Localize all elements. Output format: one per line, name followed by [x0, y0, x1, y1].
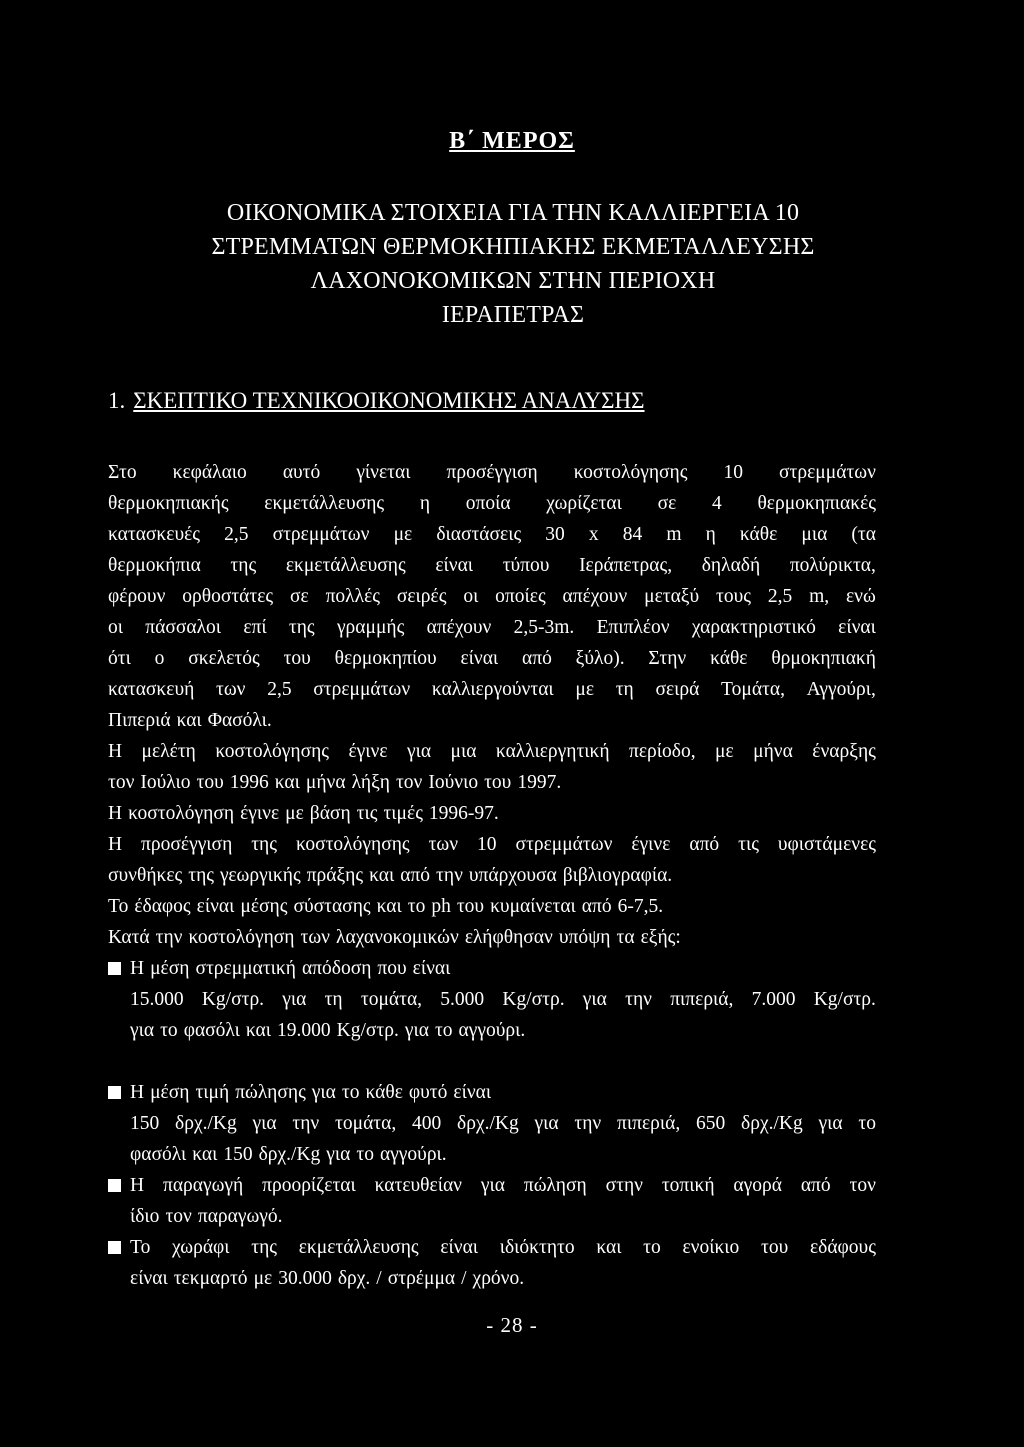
word: τοπική: [661, 1175, 715, 1196]
word: και: [245, 1020, 272, 1041]
word: για: [404, 1020, 429, 1041]
word: δρχ./Kg: [741, 1113, 803, 1134]
word: κεφάλαιο: [172, 462, 247, 483]
word: υπάρχουσα: [468, 865, 557, 886]
word: πώλησης: [235, 1082, 306, 1103]
text-line: [108, 457, 876, 488]
word: κυμαίνεται: [490, 896, 576, 917]
word: της: [188, 865, 215, 886]
word: καλλιεργητική: [495, 741, 610, 762]
word: της: [230, 555, 257, 576]
word: τον: [849, 1175, 876, 1196]
word: διαστάσεις: [436, 524, 522, 545]
word: 5.000: [440, 989, 485, 1010]
word: στρεμμάτων: [272, 524, 370, 545]
word: το: [341, 1082, 360, 1103]
main-title-line: ΛΑΧΟΝΟΚΟΜΙΚΩΝ ΣΤΗΝ ΠΕΡΙΟΧΗ: [310, 268, 716, 294]
word: τη: [324, 989, 343, 1010]
word: ίδιο: [130, 1206, 160, 1227]
word: ιδιόκτητο: [499, 1237, 575, 1258]
word: Η: [108, 834, 123, 855]
word: κοστολόγησης: [215, 741, 330, 762]
word: και: [376, 896, 402, 917]
word: πράξης: [306, 865, 364, 886]
word: εξής:: [640, 927, 681, 948]
word: (τα: [851, 524, 876, 545]
word: την: [436, 865, 463, 886]
word: με: [575, 679, 595, 700]
word: έγινε: [240, 803, 280, 824]
word: και: [192, 1144, 218, 1165]
word: μήνα: [753, 741, 793, 762]
word: x: [588, 524, 599, 545]
text-line: [130, 1263, 876, 1294]
square-bullet-icon: [108, 1241, 121, 1254]
word: οι: [108, 617, 123, 638]
word: το: [356, 1144, 374, 1165]
word: τους: [716, 586, 751, 607]
word: στρεμμάτων: [779, 462, 876, 483]
word: αγγούρι.: [458, 1020, 526, 1041]
price-basis-paragraph: [108, 798, 876, 829]
word: Το: [130, 1237, 151, 1258]
word: απέχουν: [562, 586, 628, 607]
word: κατασκευή: [108, 679, 195, 700]
word: αγγούρι.: [379, 1144, 447, 1165]
word: φυτό: [408, 1082, 448, 1103]
word: κοστολόγηση: [128, 803, 235, 824]
text-line: [130, 1201, 876, 1232]
word: επί: [243, 617, 267, 638]
word: οποίες: [495, 586, 546, 607]
word: για: [311, 1082, 336, 1103]
word: για: [582, 989, 607, 1010]
word: 30: [545, 524, 565, 545]
text-line: [108, 612, 876, 643]
word: μέση: [150, 958, 190, 979]
word: τύπου: [502, 555, 550, 576]
word: 7.000: [751, 989, 796, 1010]
word: τιμή: [195, 1082, 230, 1103]
word: για: [818, 1113, 843, 1134]
word: πιπεριά,: [617, 1113, 681, 1134]
word: πολλές: [325, 586, 380, 607]
word: ο: [154, 648, 165, 669]
word: βάση: [309, 803, 351, 824]
word: από: [689, 834, 720, 855]
word: και: [274, 772, 300, 793]
text-line: [108, 767, 876, 798]
word: κοστολόγησης: [295, 834, 410, 855]
word: εδάφους: [809, 1237, 876, 1258]
word: την: [574, 1113, 602, 1134]
word: αγορά: [733, 1175, 782, 1196]
word: και: [369, 865, 395, 886]
word: Η: [130, 1082, 145, 1103]
word: Στο: [108, 462, 137, 483]
word: του: [761, 1237, 789, 1258]
word: Η: [130, 958, 145, 979]
word: δρχ.: [337, 1268, 371, 1289]
word: 150: [130, 1113, 160, 1134]
word: είναι: [196, 896, 235, 917]
word: /: [376, 1268, 382, 1289]
word: κάθε: [365, 1082, 403, 1103]
word: Kg/στρ.: [201, 989, 265, 1010]
word: του: [196, 772, 224, 793]
word: πάσσαλοι: [145, 617, 222, 638]
word: με: [715, 741, 734, 762]
word: Κατά: [108, 927, 150, 948]
word: της: [251, 1237, 278, 1258]
word: μέσης: [240, 896, 288, 917]
word: παραγωγή: [162, 1175, 244, 1196]
word: υφιστάμενες: [777, 834, 876, 855]
word: σε: [657, 493, 677, 514]
word: και: [176, 710, 202, 731]
word: στρέμμα: [387, 1268, 456, 1289]
main-title-line: ΙΕΡΑΠΕΤΡΑΣ: [441, 302, 585, 328]
word: για: [282, 989, 307, 1010]
intro-paragraph: [108, 457, 876, 736]
word: από: [800, 1175, 831, 1196]
word: 1996: [229, 772, 269, 793]
word: ξύλο).: [575, 648, 625, 669]
word: σε: [290, 586, 309, 607]
word: Ιούνιο: [428, 772, 479, 793]
word: 84: [622, 524, 643, 545]
word: Φασόλι.: [207, 710, 272, 731]
assumptions-intro: [108, 922, 876, 953]
section-number: 1.: [108, 388, 126, 413]
word: μελέτη: [141, 741, 196, 762]
word: δρχ./Kg: [457, 1113, 519, 1134]
word: τιμές: [383, 803, 423, 824]
word: για: [407, 741, 432, 762]
word: τα: [616, 927, 635, 948]
word: την: [292, 1113, 320, 1134]
word: το: [858, 1113, 876, 1134]
word: 650: [696, 1113, 726, 1134]
part-title: Β΄ ΜΕΡΟΣ: [449, 128, 575, 154]
word: από: [400, 865, 431, 886]
word: σύστασης: [293, 896, 371, 917]
word: κατευθείαν: [374, 1175, 462, 1196]
main-title: [100, 196, 926, 332]
word: χαρακτηριστικό: [691, 617, 816, 638]
word: 10: [477, 834, 497, 855]
word: τον: [108, 772, 135, 793]
text-line: [108, 581, 876, 612]
word: γραμμής: [336, 617, 405, 638]
word: συνθήκες: [108, 865, 183, 886]
word: πιπεριά,: [670, 989, 734, 1010]
word: Η: [130, 1175, 145, 1196]
word: δρχ./Kg: [258, 1144, 321, 1165]
word: τομάτα,: [335, 1113, 397, 1134]
word: από: [522, 648, 552, 669]
word: απόδοση: [301, 958, 372, 979]
text-line: [130, 984, 876, 1015]
word: αυτό: [282, 462, 321, 483]
word: σειρά: [655, 679, 700, 700]
word: τομάτα,: [360, 989, 423, 1010]
word: την: [625, 989, 652, 1010]
word: Kg/στρ.: [336, 1020, 399, 1041]
text-line: [130, 1139, 876, 1170]
word: m: [666, 524, 682, 545]
word: χωράφι: [172, 1237, 230, 1258]
word: του: [456, 896, 485, 917]
word: Η: [108, 803, 123, 824]
word: κάθε: [739, 524, 778, 545]
word: ότι: [108, 648, 131, 669]
word: πώληση: [523, 1175, 587, 1196]
word: των: [428, 834, 459, 855]
word: μεταξύ: [644, 586, 700, 607]
word: περίοδο,: [629, 741, 696, 762]
text-line: [130, 1170, 876, 1201]
word: μια: [450, 741, 477, 762]
word: είναι: [460, 648, 499, 669]
text-line: [130, 1232, 876, 1263]
study-period-paragraph: [108, 736, 876, 798]
word: 30.000: [278, 1268, 332, 1289]
word: θερμοκηπίου: [334, 648, 437, 669]
word: 2,5-3m.: [513, 617, 575, 638]
word: με: [285, 803, 304, 824]
text-line: [108, 674, 876, 705]
word: τις: [356, 803, 378, 824]
word: τον: [395, 772, 423, 793]
word: την: [155, 927, 183, 948]
word: Ιούλιο: [140, 772, 191, 793]
word: δηλαδή: [701, 555, 761, 576]
word: ενώ: [845, 586, 876, 607]
word: 400: [412, 1113, 442, 1134]
word: προορίζεται: [262, 1175, 356, 1196]
text-line: [130, 1015, 876, 1046]
text-line: [108, 705, 876, 736]
word: στρεμμάτων: [515, 834, 613, 855]
main-title-line: ΣΤΡΕΜΜΑΤΩΝ ΘΕΡΜΟΚΗΠΙΑΚΗΣ ΕΚΜΕΤΑΛΛΕΥΣΗΣ: [211, 234, 815, 260]
word: και: [596, 1237, 622, 1258]
word: φασόλι: [130, 1144, 187, 1165]
text-line: [108, 488, 876, 519]
word: πολύρικτα,: [789, 555, 876, 576]
word: ορθοστάτες: [182, 586, 274, 607]
word: χωρίζεται: [546, 493, 622, 514]
word: υπόψη: [558, 927, 611, 948]
word: έγινε: [631, 834, 671, 855]
word: /: [461, 1268, 467, 1289]
word: είναι: [435, 555, 474, 576]
word: Τομάτα,: [721, 679, 785, 700]
word: το: [407, 896, 426, 917]
word: τη: [615, 679, 634, 700]
page-number: - 28 -: [486, 1313, 538, 1337]
section-title: ΣΚΕΠΤΙΚΟ ΤΕΧΝΙΚΟΟΙΚΟΝΟΜΙΚΗΣ ΑΝΑΛΥΣΗΣ: [133, 388, 645, 413]
word: για: [534, 1113, 559, 1134]
word: θερμοκηπιακές: [757, 493, 876, 514]
word: μια: [801, 524, 828, 545]
word: έναρξης: [812, 741, 876, 762]
text-line: [130, 1108, 876, 1139]
word: στρεμμάτων: [313, 679, 411, 700]
word: μήνα: [305, 772, 346, 793]
text-line: [130, 1077, 876, 1108]
approach-paragraph: [108, 829, 876, 891]
word: σκελετός: [188, 648, 260, 669]
word: κοστολόγησης: [573, 462, 688, 483]
word: θερμοκήπια: [108, 555, 201, 576]
word: m,: [809, 586, 830, 607]
word: με: [253, 1268, 273, 1289]
square-bullet-icon: [108, 962, 121, 975]
word: Kg/στρ.: [813, 989, 876, 1010]
word: για: [252, 1113, 277, 1134]
word: παραγωγό.: [197, 1206, 283, 1227]
text-line: [108, 860, 876, 891]
word: θρμοκηπιακή: [771, 648, 876, 669]
word: κατασκευές: [108, 524, 201, 545]
word: τις: [738, 834, 759, 855]
word: που: [377, 958, 407, 979]
word: Αγγούρι,: [806, 679, 876, 700]
word: του: [283, 648, 311, 669]
word: του: [484, 772, 512, 793]
word: είναι: [453, 1082, 492, 1103]
word: των: [216, 679, 246, 700]
word: 4: [712, 493, 722, 514]
word: οι: [463, 586, 479, 607]
word: της: [288, 617, 315, 638]
soil-paragraph: [108, 891, 876, 922]
square-bullet-icon: [108, 1179, 121, 1192]
word: από: [581, 896, 612, 917]
word: εκμετάλλευσης: [285, 555, 406, 576]
word: 2,5: [267, 679, 292, 700]
word: είναι: [440, 1237, 479, 1258]
word: ενοίκιο: [682, 1237, 740, 1258]
text-line: [108, 519, 876, 550]
main-title-line: ΟΙΚΟΝΟΜΙΚΑ ΣΤΟΙΧΕΙΑ ΓΙΑ ΤΗΝ ΚΑΛΛΙΕΡΓΕΙΑ 10: [226, 200, 800, 226]
word: για: [326, 1144, 351, 1165]
word: λήξη: [351, 772, 390, 793]
word: είναι: [412, 958, 451, 979]
word: 15.000: [130, 989, 184, 1010]
text-line: [108, 643, 876, 674]
word: Στην: [648, 648, 687, 669]
word: δρχ./Kg: [175, 1113, 237, 1134]
word: μέση: [150, 1082, 190, 1103]
word: το: [160, 1020, 178, 1041]
word: με: [393, 524, 413, 545]
word: τον: [165, 1206, 192, 1227]
text-line: [108, 550, 876, 581]
word: Το: [108, 896, 129, 917]
word: σειρές: [396, 586, 447, 607]
text-line: [130, 953, 876, 984]
word: το: [643, 1237, 661, 1258]
word: είναι: [838, 617, 876, 638]
text-line: [108, 922, 876, 953]
word: εκμετάλλευσης: [264, 493, 385, 514]
word: έγινε: [348, 741, 388, 762]
text-line: [108, 736, 876, 767]
word: Η: [108, 741, 123, 762]
word: θερμοκηπιακής: [108, 493, 229, 514]
word: Πιπεριά: [108, 710, 171, 731]
word: 19.000: [277, 1020, 331, 1041]
word: το: [434, 1020, 453, 1041]
word: κοστολόγηση: [188, 927, 295, 948]
word: για: [480, 1175, 505, 1196]
word: είναι: [130, 1268, 168, 1289]
section-heading: [108, 388, 645, 414]
word: ελήφθησαν: [464, 927, 553, 948]
word: έδαφος: [134, 896, 191, 917]
text-line: [108, 798, 876, 829]
word: εκμετάλλευσης: [298, 1237, 419, 1258]
word: 1996-97.: [428, 803, 499, 824]
word: Ιεράπετρας,: [579, 555, 673, 576]
word: 1997.: [517, 772, 562, 793]
word: γίνεται: [356, 462, 411, 483]
word: στρεμματική: [195, 958, 296, 979]
text-line: [108, 891, 876, 922]
word: απέχουν: [426, 617, 492, 638]
word: Kg/στρ.: [502, 989, 565, 1010]
word: οποία: [465, 493, 511, 514]
word: ph: [431, 896, 451, 917]
word: 2,5: [767, 586, 793, 607]
square-bullet-icon: [108, 1086, 121, 1099]
word: της: [251, 834, 277, 855]
word: η: [705, 524, 716, 545]
word: των: [300, 927, 330, 948]
word: προσέγγιση: [446, 462, 538, 483]
word: χρόνο.: [472, 1268, 525, 1289]
word: τεκμαρτό: [173, 1268, 248, 1289]
word: προσέγγιση: [141, 834, 233, 855]
word: λαχανοκομικών: [335, 927, 459, 948]
word: φέρουν: [108, 586, 166, 607]
word: φασόλι: [183, 1020, 240, 1041]
word: 6-7,5.: [617, 896, 664, 917]
word: Επιπλέον: [596, 617, 670, 638]
text-line: [108, 829, 876, 860]
word: 2,5: [224, 524, 249, 545]
word: 10: [723, 462, 743, 483]
word: 150: [223, 1144, 253, 1165]
word: γεωργικής: [220, 865, 301, 886]
word: βιβλιογραφία.: [562, 865, 673, 886]
word: η: [419, 493, 431, 514]
word: για: [130, 1020, 155, 1041]
word: καλλιεργούνται: [431, 679, 554, 700]
word: κάθε: [710, 648, 748, 669]
word: στην: [605, 1175, 643, 1196]
